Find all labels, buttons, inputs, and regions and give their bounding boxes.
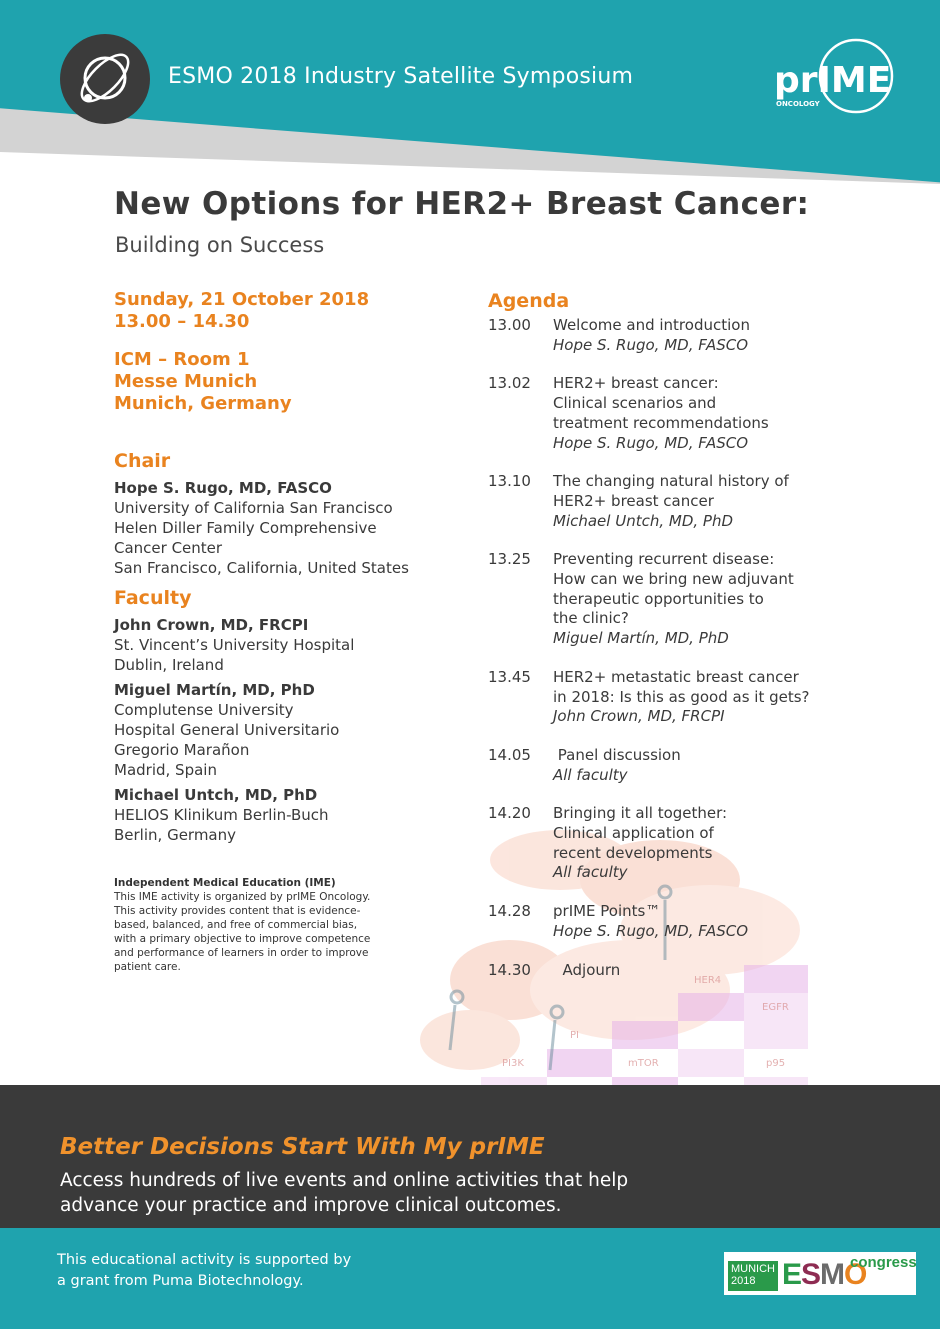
promo-description: Access hundreds of live events and online activities that help advance your practice and improve clinical outcomes. <box>60 1170 629 1216</box>
agenda-topic: prIME Points™ <box>553 902 661 921</box>
agenda-topic: treatment recommendations <box>553 413 769 432</box>
faculty-line: Complutense University <box>114 701 294 719</box>
agenda-list <box>488 316 828 999</box>
esmo-munich-badge: MUNICH 2018 <box>728 1261 778 1291</box>
illus-label: PI3K <box>502 1058 524 1069</box>
agenda-speaker: Michael Untch, MD, PhD <box>553 511 734 530</box>
esmo-congress-text: congress <box>850 1254 917 1271</box>
agenda-time: 13.10 <box>488 472 531 491</box>
agenda-topic: HER2+ metastatic breast cancer <box>553 667 799 686</box>
ime-title: Independent Medical Education (IME) <box>114 877 336 889</box>
ime-line: and performance of learners in order to improve <box>114 947 369 959</box>
faculty-line: St. Vincent’s University Hospital <box>114 636 355 654</box>
faculty-line: Berlin, Germany <box>114 826 237 844</box>
agenda-item <box>488 472 828 531</box>
agenda-time: 13.02 <box>488 374 531 393</box>
ime-line: This activity provides content that is evidence- <box>114 905 361 917</box>
venue-line: Messe Munich <box>114 371 258 392</box>
agenda-item <box>488 668 828 727</box>
agenda-item <box>488 316 828 355</box>
agenda-heading: Agenda <box>488 290 570 312</box>
promo-tagline: Better Decisions Start With My prIME <box>60 1134 545 1160</box>
agenda-item <box>488 374 828 453</box>
ime-line: with a primary objective to improve competence <box>114 933 371 945</box>
agenda-speaker: All faculty <box>553 863 628 882</box>
faculty-name: Miguel Martín, MD, PhD <box>114 681 315 699</box>
page-subtitle: Building on Success <box>115 233 325 257</box>
agenda-speaker: All faculty <box>553 765 628 784</box>
agenda-speaker: Hope S. Rugo, MD, FASCO <box>553 335 749 354</box>
faculty-name: John Crown, MD, FRCPI <box>114 616 309 634</box>
agenda-topic: Panel discussion <box>553 745 681 764</box>
chair-line: San Francisco, California, United States <box>114 559 409 577</box>
esmo-congress-logo <box>724 1252 916 1295</box>
event-datetime <box>114 289 369 333</box>
agenda-topic: Clinical application of <box>553 824 714 843</box>
chair-line: Cancer Center <box>114 539 223 557</box>
prime-logo-text: prIME <box>774 60 892 101</box>
agenda-topic: How can we bring new adjuvant <box>553 570 794 589</box>
support-statement: This educational activity is supported by a grant from Puma Biotechnology. <box>57 1252 352 1289</box>
agenda-speaker: Hope S. Rugo, MD, FASCO <box>553 433 749 452</box>
agenda-time: 13.25 <box>488 550 531 569</box>
agenda-speaker: Hope S. Rugo, MD, FASCO <box>553 921 749 940</box>
agenda-item <box>488 746 828 785</box>
event-time: 13.00 – 14.30 <box>114 311 250 332</box>
faculty-list <box>114 615 354 850</box>
agenda-item <box>488 550 828 649</box>
chair-line: University of California San Francisco <box>114 499 393 517</box>
ime-line: This IME activity is organized by prIME Oncology. <box>114 891 371 903</box>
faculty-member <box>114 680 354 780</box>
agenda-item <box>488 804 828 883</box>
esmo-letter: E <box>782 1258 802 1291</box>
venue-line: Munich, Germany <box>114 393 292 414</box>
faculty-heading: Faculty <box>114 587 192 609</box>
ime-line: patient care. <box>114 961 181 973</box>
illus-label: HER4 <box>694 975 722 986</box>
esmo-letter: M <box>820 1258 845 1291</box>
illus-label: p95 <box>766 1058 786 1069</box>
esmo-letter: O <box>844 1258 867 1291</box>
prime-oncology-logo <box>772 38 894 116</box>
ime-disclaimer <box>114 876 399 974</box>
chair-line: Helen Diller Family Comprehensive <box>114 519 377 537</box>
faculty-line: Gregorio Marañon <box>114 741 250 759</box>
event-venue <box>114 349 292 415</box>
illus-label: EGFR <box>762 1002 789 1013</box>
agenda-time: 13.00 <box>488 316 531 334</box>
agenda-topic: Adjourn <box>553 960 621 979</box>
symposium-title: ESMO 2018 Industry Satellite Symposium <box>168 64 634 89</box>
faculty-member <box>114 615 354 675</box>
faculty-member <box>114 785 354 845</box>
agenda-topic: Clinical scenarios and <box>553 394 717 413</box>
agenda-topic: Bringing it all together: <box>553 804 728 823</box>
illus-label: mTOR <box>628 1058 659 1069</box>
agenda-item <box>488 961 828 981</box>
agenda-topic: therapeutic opportunities to <box>553 589 764 608</box>
agenda-topic: Preventing recurrent disease: <box>553 550 775 569</box>
agenda-topic: HER2+ breast cancer <box>553 491 714 510</box>
agenda-time: 13.45 <box>488 667 531 686</box>
agenda-time: 14.05 <box>488 745 531 764</box>
faculty-line: Hospital General Universitario <box>114 721 340 739</box>
illus-label: PI <box>570 1030 579 1041</box>
agenda-time: 14.28 <box>488 902 531 921</box>
agenda-topic: recent developments <box>553 843 713 862</box>
chair-name: Hope S. Rugo, MD, FASCO <box>114 479 332 497</box>
agenda-topic: in 2018: Is this as good as it gets? <box>553 687 810 706</box>
faculty-line: Dublin, Ireland <box>114 656 224 674</box>
agenda-item <box>488 902 828 941</box>
agenda-speaker: Miguel Martín, MD, PhD <box>553 629 729 648</box>
event-date: Sunday, 21 October 2018 <box>114 289 370 310</box>
orbit-logo-icon <box>60 34 150 124</box>
venue-line: ICM – Room 1 <box>114 349 250 370</box>
ime-line: based, balanced, and free of commercial bias, <box>114 919 358 931</box>
faculty-line: Madrid, Spain <box>114 761 217 779</box>
agenda-topic: the clinic? <box>553 609 629 628</box>
agenda-time: 14.20 <box>488 804 531 823</box>
agenda-speaker: John Crown, MD, FRCPI <box>553 707 725 726</box>
esmo-letter: S <box>801 1258 821 1291</box>
agenda-topic: Welcome and introduction <box>553 316 750 334</box>
agenda-time: 14.30 <box>488 960 531 979</box>
page-title: New Options for HER2+ Breast Cancer: <box>114 186 810 222</box>
agenda-topic: HER2+ breast cancer: <box>553 374 719 393</box>
prime-logo-sub: ONCOLOGY <box>776 100 820 108</box>
chair-heading: Chair <box>114 450 171 472</box>
chair-info <box>114 478 409 578</box>
faculty-line: HELIOS Klinikum Berlin-Buch <box>114 806 329 824</box>
agenda-topic: The changing natural history of <box>553 472 789 491</box>
faculty-name: Michael Untch, MD, PhD <box>114 786 318 804</box>
